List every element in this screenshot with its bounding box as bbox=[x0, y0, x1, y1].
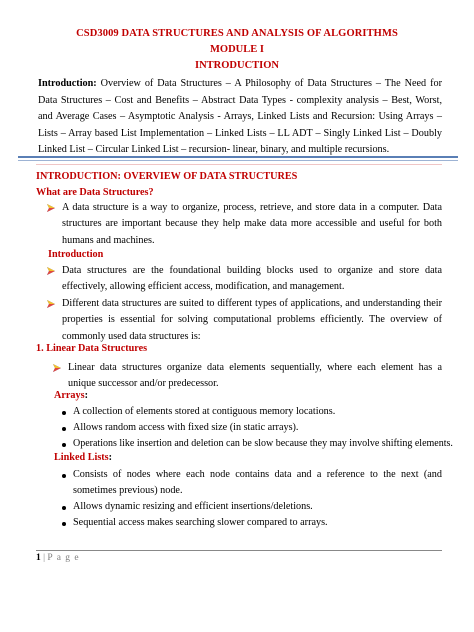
linear-heading: 1. Linear Data Structures bbox=[36, 343, 148, 354]
arrays-item: A collection of elements stored at contiguous memory locations. bbox=[73, 406, 336, 417]
linked-lists-heading: Linked Lists: bbox=[54, 452, 113, 463]
divider-line bbox=[18, 156, 458, 158]
what-text: A data structure is a way to organize, process, retrieve, and store data in a computer. Data structures are important because they help make data more accessible and useful for both humans and machines. bbox=[62, 202, 442, 246]
footer-divider bbox=[36, 550, 442, 551]
arrays-item: Operations like insertion and deletion can be slow because they may involve shifting elements. bbox=[73, 438, 453, 449]
bullet-arrow-icon bbox=[46, 299, 56, 309]
intro-bullet-2: Different data structures are suited to different types of applications, and understanding their properties is essential for solving computational problems efficiently. The overview of commonly used data structures is: bbox=[62, 298, 442, 342]
divider-line-thin bbox=[18, 160, 458, 161]
linked-item: Sequential access makes searching slower compared to arrays. bbox=[73, 517, 328, 528]
module-heading: INTRODUCTION bbox=[194, 60, 279, 71]
module-title: MODULE I bbox=[210, 44, 264, 55]
bullet-dot bbox=[62, 427, 66, 431]
linked-item: Allows dynamic resizing and efficient insertions/deletions. bbox=[73, 501, 313, 512]
section-title: INTRODUCTION: OVERVIEW OF DATA STRUCTURES bbox=[36, 171, 298, 182]
page-label: P a g e bbox=[47, 553, 80, 563]
linked-item: Consists of nodes where each node contains data and a reference to the next (and sometimes previous) node. bbox=[73, 469, 442, 497]
arrays-heading: Arrays: bbox=[54, 390, 88, 401]
bullet-dot bbox=[62, 411, 66, 415]
linear-text: Linear data structures organize data elements sequentially, where each element has a unique successor and/or predecessor. bbox=[68, 362, 442, 390]
divider-line-pink bbox=[36, 164, 442, 165]
arrays-item: Allows random access with fixed size (in static arrays). bbox=[73, 422, 299, 433]
page-number: 1 bbox=[36, 553, 41, 563]
bullet-dot bbox=[62, 506, 66, 510]
intro-label: Introduction: bbox=[38, 78, 97, 89]
what-heading: What are Data Structures? bbox=[36, 187, 154, 198]
page-footer: 1 | P a g e bbox=[36, 553, 80, 563]
syllabus-paragraph bbox=[38, 76, 442, 159]
bullet-dot bbox=[62, 522, 66, 526]
introduction-heading: Introduction bbox=[48, 249, 104, 260]
bullet-arrow-icon bbox=[46, 203, 56, 213]
bullet-arrow-icon bbox=[52, 363, 62, 373]
bullet-dot bbox=[62, 443, 66, 447]
intro-text: Overview of Data Structures – A Philosophy of Data Structures – The Need for Data Structures – Cost and Benefits – Abstract Data Types - complexity analysis – Best, Worst, and Average Cases – Asymptotic Analysis - Arrays, Linked Lists and Recursion: Using Arrays – Lists – Array based List Implementation – Linked Lists – LL ADT – Singly Linked List – Doubly Linked List – Circular Linked List – recursion- linear, binary, and multiple recursions. bbox=[38, 78, 442, 156]
bullet-arrow-icon bbox=[46, 266, 56, 276]
intro-bullet-1: Data structures are the foundational building blocks used to organize and store data effectively, allowing efficient access, modification, and management. bbox=[62, 265, 442, 293]
course-title: CSD3009 DATA STRUCTURES AND ANALYSIS OF ALGORITHMS bbox=[76, 28, 398, 39]
bullet-dot bbox=[62, 474, 66, 478]
